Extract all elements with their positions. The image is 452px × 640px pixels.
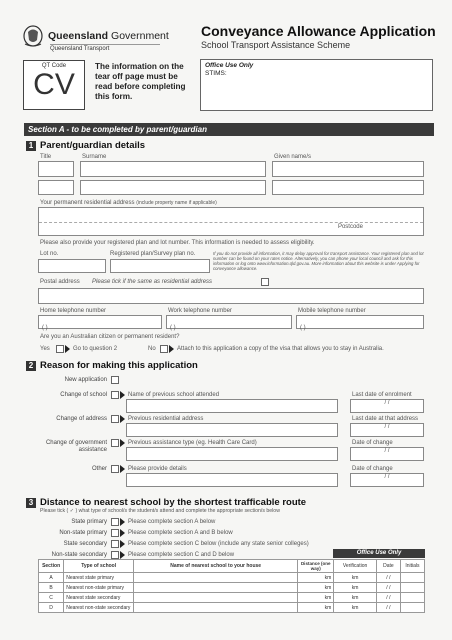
address-label xyxy=(40,200,217,206)
change-addr-checkbox[interactable] xyxy=(111,415,119,423)
cell-initials xyxy=(400,583,424,593)
cell-distance[interactable]: km xyxy=(298,583,334,593)
postal-same-checkbox[interactable] xyxy=(261,278,269,286)
table-row xyxy=(39,593,425,603)
arrow-icon xyxy=(120,551,125,559)
postcode-label: Postcode xyxy=(337,224,363,230)
cell-verification: km xyxy=(334,603,377,613)
title-field-2[interactable] xyxy=(38,180,74,195)
cell-school-name[interactable] xyxy=(134,573,298,583)
office-use-box xyxy=(200,59,433,111)
lot-no-field[interactable] xyxy=(38,259,106,273)
arrow-icon xyxy=(65,345,70,353)
section-a-bar: Section A - to be completed by parent/guardian xyxy=(24,123,434,136)
date-change-field[interactable]: / / xyxy=(350,447,424,461)
plan-note: Please also provide your registered plan and lot number. This information is needed to assess eligibility. xyxy=(40,240,315,246)
given-names-field-2[interactable] xyxy=(272,180,424,195)
state-secondary-instr: Please complete section C below (include any state senior colleges) xyxy=(128,541,309,547)
section-1-heading xyxy=(26,140,145,151)
surname-field-1[interactable] xyxy=(80,161,266,177)
change-school-checkbox[interactable] xyxy=(111,391,119,399)
state-primary-instr: Please complete section A below xyxy=(128,519,216,525)
gov-name-rest: Government xyxy=(111,30,169,42)
arrow-icon xyxy=(169,345,174,353)
cell-initials xyxy=(400,593,424,603)
address-hint: (include property name if applicable) xyxy=(136,200,217,206)
qt-code: CV xyxy=(33,68,75,101)
title-label: Title xyxy=(40,154,52,160)
postal-tick-label: Please tick if the same as residential address xyxy=(92,279,213,285)
th-section: Section xyxy=(39,560,64,573)
work-tel-field[interactable] xyxy=(166,315,292,329)
prev-assist-field[interactable] xyxy=(126,447,338,461)
plan-no-label: Registered plan/Survey plan no. xyxy=(110,251,196,257)
cell-type: Nearest state primary xyxy=(64,573,134,583)
state-primary-checkbox[interactable] xyxy=(111,518,119,526)
plan-no-field[interactable] xyxy=(110,259,210,273)
cell-date: / / xyxy=(376,603,400,613)
section-3-number: 3 xyxy=(26,498,36,508)
mobile-tel-label: Mobile telephone number xyxy=(298,308,366,314)
section-1-title: Parent/guardian details xyxy=(40,140,146,151)
table-row xyxy=(39,573,425,583)
qt-code-box xyxy=(23,60,85,110)
gov-name xyxy=(48,30,169,42)
prev-school-field[interactable] xyxy=(126,399,338,413)
section-2-title: Reason for making this application xyxy=(40,360,198,371)
residential-address-field[interactable] xyxy=(38,207,424,236)
date-change2-label: Date of change xyxy=(352,466,393,472)
cell-section: C xyxy=(39,593,64,603)
cell-verification: km xyxy=(334,593,377,603)
cell-date: / / xyxy=(376,593,400,603)
given-names-field-1[interactable] xyxy=(272,161,424,177)
work-tel-paren: ( ) xyxy=(170,325,176,331)
last-date-addr-field[interactable]: / / xyxy=(350,423,424,437)
arrow-icon xyxy=(120,465,125,473)
given-names-label: Given name/s xyxy=(274,154,312,160)
last-enrol-field[interactable]: / / xyxy=(350,399,424,413)
th-date: Date xyxy=(376,560,400,573)
other-details-field[interactable] xyxy=(126,473,338,487)
work-tel-label: Work telephone number xyxy=(168,308,232,314)
office-use-title: Office Use Only xyxy=(205,62,254,69)
change-gov-checkbox[interactable] xyxy=(111,439,119,447)
home-tel-paren: ( ) xyxy=(42,325,48,331)
section-1-number: 1 xyxy=(26,141,36,151)
last-date-addr-label: Last date at that address xyxy=(352,416,419,422)
state-secondary-label: State secondary xyxy=(63,541,107,547)
title-field-1[interactable] xyxy=(38,161,74,177)
cell-initials xyxy=(400,603,424,613)
cell-date: / / xyxy=(376,573,400,583)
prev-school-label: Name of previous school attended xyxy=(128,392,220,398)
new-app-checkbox[interactable] xyxy=(111,376,119,384)
cell-type: Nearest state secondary xyxy=(64,593,134,603)
cell-initials xyxy=(400,573,424,583)
office-use-header: Office Use Only xyxy=(333,549,425,558)
form-title: Conveyance Allowance Application xyxy=(201,23,436,39)
no-attach-label: Attach to this application a copy of the visa that allows you to stay in Australia. xyxy=(177,346,384,352)
change-gov-label: Change of government xyxy=(45,440,107,446)
cell-distance[interactable]: km xyxy=(298,603,334,613)
citizen-question: Are you an Australian citizen or permanent resident? xyxy=(40,334,180,340)
nonstate-primary-checkbox[interactable] xyxy=(111,529,119,537)
distance-table xyxy=(38,559,425,613)
arrow-icon xyxy=(120,391,125,399)
postal-label: Postal address xyxy=(40,279,80,285)
table-row xyxy=(39,603,425,613)
cell-school-name[interactable] xyxy=(134,603,298,613)
date-change-label: Date of change xyxy=(352,440,393,446)
stims-label: STIMS: xyxy=(205,70,227,77)
form-subtitle: School Transport Assistance Scheme xyxy=(201,40,351,50)
section-2-number: 2 xyxy=(26,361,36,371)
prev-addr-label: Previous residential address xyxy=(128,416,204,422)
surname-field-2[interactable] xyxy=(80,180,266,195)
yes-label: Yes xyxy=(40,346,50,352)
dept-name: Queensland Transport xyxy=(50,46,110,52)
prev-addr-field[interactable] xyxy=(126,423,338,437)
address-label-text: Your permanent residential address xyxy=(40,200,135,206)
surname-label: Surname xyxy=(82,154,107,160)
th-name: Name of nearest school to your house xyxy=(134,560,298,573)
cell-type: Nearest non-state secondary xyxy=(64,603,134,613)
th-initials: Initials xyxy=(400,560,424,573)
arrow-icon xyxy=(120,439,125,447)
cell-date: / / xyxy=(376,583,400,593)
cell-school-name[interactable] xyxy=(134,583,298,593)
lot-no-label: Lot no. xyxy=(40,251,59,257)
section-2-heading xyxy=(26,360,198,371)
cell-section: D xyxy=(39,603,64,613)
cell-distance[interactable]: km xyxy=(298,573,334,583)
cell-section: B xyxy=(39,583,64,593)
school-type-instr: Please tick ( ✓ ) what type of school/s the student/s attend and complete the appropriate section/s below xyxy=(40,508,280,514)
no-label: No xyxy=(148,346,156,352)
nonstate-primary-instr: Please complete section A and B below xyxy=(128,530,233,536)
other-checkbox[interactable] xyxy=(111,465,119,473)
section-3-title: Distance to nearest school by the shortest trafficable route xyxy=(40,497,307,508)
table-row xyxy=(39,583,425,593)
change-school-label: Change of school xyxy=(60,392,107,398)
qld-gov-logo xyxy=(22,24,44,48)
date-change2-field[interactable]: / / xyxy=(350,473,424,487)
new-app-label: New application xyxy=(64,377,107,383)
nonstate-secondary-checkbox[interactable] xyxy=(111,551,119,559)
nonstate-primary-label: Non-state primary xyxy=(59,530,107,536)
last-enrol-label: Last date of enrolment xyxy=(352,392,412,398)
mobile-tel-field[interactable] xyxy=(296,315,424,329)
gov-name-bold: Queensland xyxy=(48,30,109,42)
citizen-yes-checkbox[interactable] xyxy=(56,345,64,353)
crest-icon xyxy=(22,24,44,48)
home-tel-field[interactable] xyxy=(38,315,162,329)
yes-go-label: Go to question 2 xyxy=(73,346,118,352)
nonstate-secondary-instr: Please complete section C and D below xyxy=(128,552,235,558)
arrow-icon xyxy=(120,415,125,423)
cell-type: Nearest non-state primary xyxy=(64,583,134,593)
plan-info-text: If you do not provide all information, it may delay approval for transport assistance. Your registered plan and lot number can be found on your rates notice. Alternatively, you can phone your local council and ask for this information or log onto www.information.qld.gov.au. More information about this website is under Applying for conveyance allowance. xyxy=(213,251,424,271)
provide-details-label: Please provide details xyxy=(128,466,187,472)
state-primary-label: State primary xyxy=(71,519,107,525)
th-distance: Distance (one way) xyxy=(298,560,334,573)
cell-verification: km xyxy=(334,583,377,593)
mobile-tel-paren: ( ) xyxy=(300,325,306,331)
prev-assist-label: Previous assistance type (eg. Health Care Card) xyxy=(128,440,257,446)
cell-verification: km xyxy=(334,573,377,583)
assistance-label: assistance xyxy=(78,447,107,453)
cell-section: A xyxy=(39,573,64,583)
section-3-heading xyxy=(26,497,306,508)
th-type: Type of school xyxy=(64,560,134,573)
arrow-icon xyxy=(120,529,125,537)
table-header-row xyxy=(39,560,425,573)
home-tel-label: Home telephone number xyxy=(40,308,107,314)
other-label: Other xyxy=(91,466,107,472)
postal-address-field[interactable] xyxy=(38,288,424,304)
info-note: The information on the tear off page must be read before completing this form. xyxy=(95,62,186,101)
cell-school-name[interactable] xyxy=(134,593,298,603)
cell-distance[interactable]: km xyxy=(298,593,334,603)
qt-code-label: QT Code xyxy=(41,63,67,69)
th-verification: Verification xyxy=(334,560,377,573)
state-secondary-checkbox[interactable] xyxy=(111,540,119,548)
nonstate-secondary-label: Non-state secondary xyxy=(51,552,107,558)
change-addr-label: Change of address xyxy=(56,416,107,422)
arrow-icon xyxy=(120,540,125,548)
citizen-no-checkbox[interactable] xyxy=(160,345,168,353)
arrow-icon xyxy=(120,518,125,526)
